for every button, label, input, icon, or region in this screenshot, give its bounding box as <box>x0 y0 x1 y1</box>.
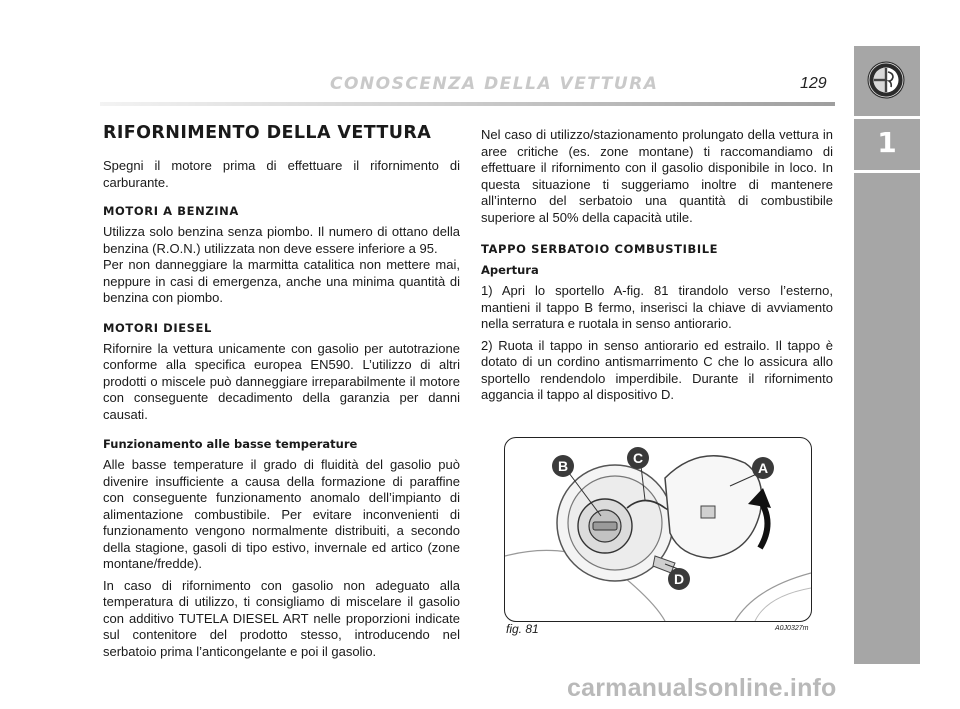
step-2-paragraph: 2) Ruota il tappo in senso antiorario ed estrailo. Il tappo è dotato di un cordino antismarrimento C che lo assicura allo sportello rendendolo imperdibile. Durante il rifornimento aggancia il tappo al dispositivo D. <box>481 337 833 402</box>
figure-code: A0J0327m <box>775 625 809 632</box>
chapter-tab <box>854 46 920 664</box>
figure-caption: fig. 81 <box>506 622 539 636</box>
storage-paragraph: Nel caso di utilizzo/stazionamento prolungato della vettura in aree critiche (es. zone montane) ti raccomandiamo di effettuare il rifornimento con il gasolio disponibile in loco. In questa situazione ti suggeriamo inoltre di mantenere all’interno del serbatoio una quantità di combustibile superiore al 50% della capacità utile. <box>481 127 833 225</box>
label-a-badge <box>752 457 774 479</box>
intro-paragraph: Spegni il motore prima di effettuare il rifornimento di carburante. <box>103 158 460 190</box>
alfa-romeo-badge-icon <box>866 60 906 100</box>
fuel-cap-figure <box>504 437 812 622</box>
left-column <box>103 122 460 660</box>
page-title: RIFORNIMENTO DELLA VETTURA <box>103 123 432 143</box>
low-temp-paragraph-1: Alle basse temperature il grado di fluidità del gasolio può divenire insufficiente a causa della formazione di paraffine con conseguente funzionamento anomalo dell’impianto di alimentazione combustibile. Per evitare inconvenienti di funzionamento vengono normalmente distribuiti, a secondo della stagione, gasoli di tipo estivo, invernale ed artico (zone montane/fredde). <box>103 457 460 571</box>
petrol-paragraph-2: Per non danneggiare la marmitta catalitica non mettere mai, neppure in casi di emergenza, anche una minima quantità di benzina con piombo. <box>103 257 460 305</box>
label-c: C <box>632 450 644 466</box>
section-title: CONOSCENZA DELLA VETTURA <box>330 74 659 94</box>
step-1-paragraph: 1) Apri lo sportello A-fig. 81 tirandolo verso l’esterno, mantieni il tappo B fermo, inserisci la chiave di avviamento nella serratura e ruotala in senso antiorario. <box>481 283 833 331</box>
label-b: B <box>557 458 569 474</box>
label-d-badge <box>668 568 690 590</box>
tab-separator <box>854 170 920 173</box>
page-number: 129 <box>800 75 827 92</box>
opening-heading: Apertura <box>481 263 539 277</box>
petrol-heading: MOTORI A BENZINA <box>103 204 239 218</box>
header-rule <box>100 102 835 106</box>
diesel-heading: MOTORI DIESEL <box>103 320 212 335</box>
chapter-number: 1 <box>877 126 897 159</box>
low-temp-heading: Funzionamento alle basse temperature <box>103 437 358 451</box>
label-c-badge <box>627 447 649 469</box>
label-a: A <box>757 460 769 476</box>
low-temp-paragraph-2: In caso di rifornimento con gasolio non adeguato alla temperatura di utilizzo, ti consigliamo di miscelare il gasolio con additivo TUTELA DIESEL ART nelle proporzioni indicate sul contenitore del prodotto stesso, introducendo nel serbatoio prima l’anticongelante e poi il gasolio. <box>103 577 460 659</box>
petrol-paragraph-1: Utilizza solo benzina senza piombo. Il numero di ottano della benzina (R.O.N.) utilizzata non deve essere inferiore a 95. <box>103 224 460 256</box>
tab-separator <box>854 116 920 119</box>
fuel-cap-illustration <box>505 438 811 621</box>
fuel-cap-heading: TAPPO SERBATOIO COMBUSTIBILE <box>481 242 719 256</box>
diesel-paragraph: Rifornire la vettura unicamente con gasolio per autotrazione conforme alla specifica europea EN590. L’utilizzo di altri prodotti o miscele può danneggiare irreparabilmente il motore con conseguente decadimento della garanzia per danni causati. <box>103 340 460 422</box>
right-column <box>481 127 833 404</box>
label-d: D <box>673 571 685 587</box>
watermark: carmanualsonline.info <box>567 674 837 702</box>
label-b-badge <box>552 455 574 477</box>
